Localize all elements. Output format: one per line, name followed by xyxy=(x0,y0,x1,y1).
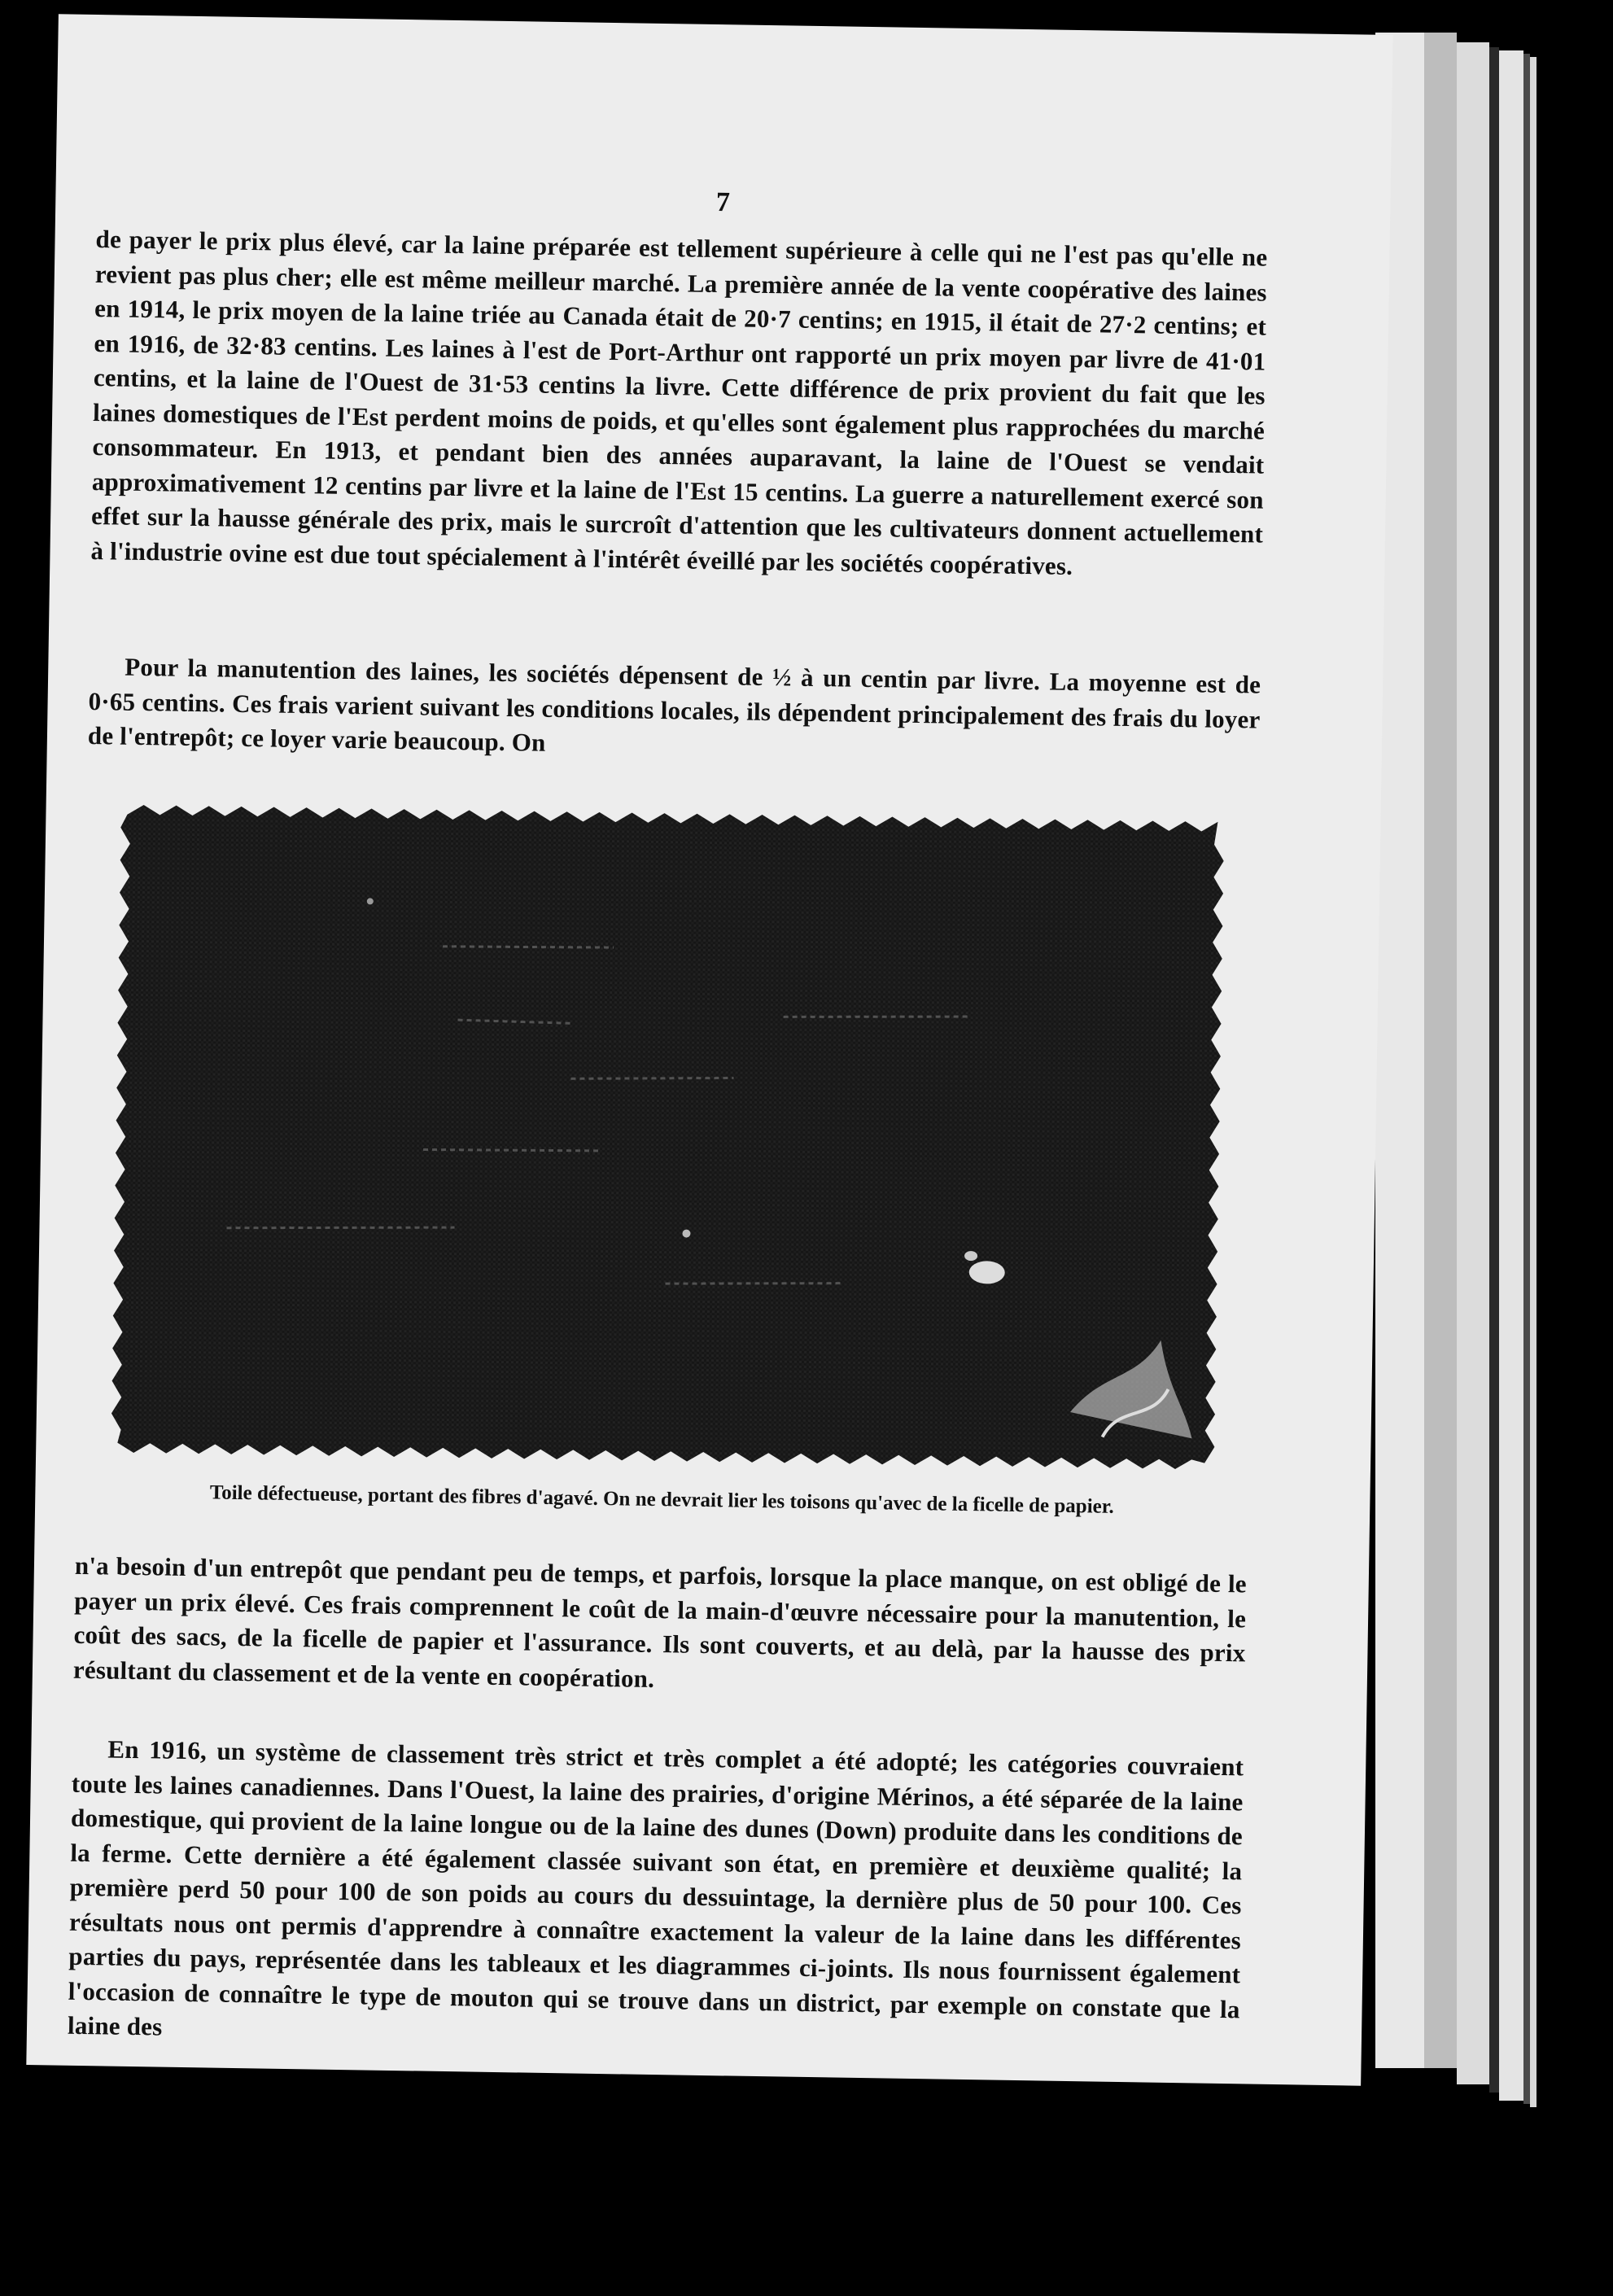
paragraph-text: de payer le prix plus élevé, car la laine préparée est tellement supérieure à celle qui ne l'est pas qu'elle ne revient pas plus cher; elle est même meilleur marché. La première année de la vente coopérative des laines en 1914, le prix moyen de la laine triée au Canada était de 20·7 centins; en 1915, il était de 27·2 centins; et en 1916, de 32·83 centins. Les laines à l'est de Port-Arthur ont rapporté un prix moyen par livre de 41·01 centins, et la laine de l'Ouest de 31·53 centins la livre. Cette différence de prix provient du fait que les laines domestiques de l'Est perdent moins de poids, et qu'elles sont également plus rapprochées du marché consommateur. En 1913, et pendant bien des années auparavant, la laine de l'Ouest se vendait approximativement 12 centins par livre et la laine de l'Est 15 centins. La guerre a naturellement exercé son effet sur la hausse générale des prix, mais le surcroît d'attention que les cultivateurs donnent actuellement à l'industrie ovine est due tout spécialement à l'intérêt éveillé par les sociétés coopératives. xyxy=(90,225,1268,580)
page-edge xyxy=(1457,42,1489,2084)
page-edge xyxy=(1523,54,1530,2104)
paragraph-text: n'a besoin d'un entrepôt que pendant peu de temps, et parfois, lorsque la place manque, on est obligé de le payer un prix élevé. Ces frais comprennent le coût de la main-d'œuvre nécessaire pour la manutention, le coût des sacs, de la ficelle de papier et l'assurance. Ils sont couverts, et au delà, par la hausse des prix résultant du classement et de la vente en coopération. xyxy=(72,1550,1248,1693)
paragraph-handling xyxy=(88,649,1261,772)
paragraph-warehouse xyxy=(73,1549,1247,1706)
page-edge xyxy=(1424,33,1457,2068)
page-edge xyxy=(1489,47,1499,2093)
fabric-photo xyxy=(109,803,1226,1472)
figure-caption: Toile défectueuse, portant des fibres d'agavé. On ne devrait lier les toisons qu'avec de la ficelle de papier. xyxy=(209,1481,1114,1518)
page-number: 7 xyxy=(715,186,731,218)
figure-photo-defective-twine xyxy=(109,803,1226,1472)
paragraph-prices xyxy=(90,222,1267,587)
page-edge xyxy=(1530,57,1537,2107)
document-page xyxy=(26,14,1392,2085)
page-edge xyxy=(1499,50,1523,2101)
paragraph-text: En 1916, un système de classement très strict et très complet a été adopté; les catégories couvraient toute les laines canadiennes. Dans l'Ouest, la laine des prairies, d'origine Mérinos, a été séparée de la laine domestique, qui provient de la laine longue ou de la laine des dunes (Down) produite dans les conditions de la ferme. Cette dernière a été également classée suivant son état, en première et deuxième qualité; la première perd 50 pour 100 de son poids au cours du dessuintage, la dernière plus de 50 pour 100. Ces résultats nous ont permis d'apprendre à connaître exactement la valeur de la laine dans les différentes parties du pays, représentée dans les tableaux et les diagrammes ci-joints. Ils nous fournissent également l'occasion de connaître le type de mouton qui se trouve dans un district, par exemple on constate que la laine des xyxy=(67,1734,1244,2041)
paragraph-classification xyxy=(68,1732,1244,2062)
paragraph-text: Pour la manutention des laines, les sociétés dépensent de ½ à un centin par livre. La moyenne est de 0·65 centins. Ces frais varient suivant les conditions locales, ils dépendent principalement des frais du loyer de l'entrepôt; ce loyer varie beaucoup. On xyxy=(87,652,1261,757)
